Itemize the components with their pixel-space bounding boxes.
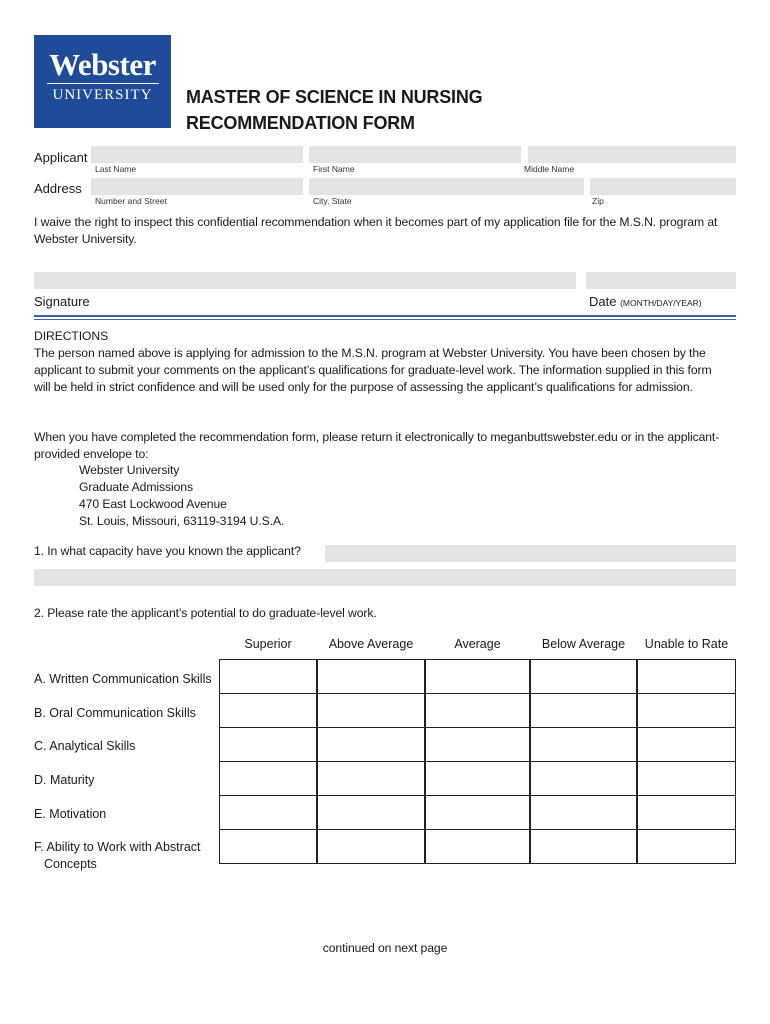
rating-cell-abstract-average[interactable] xyxy=(425,829,530,864)
rating-cell-motivation-below-average[interactable] xyxy=(530,795,637,830)
capacity-field-line-2[interactable] xyxy=(34,569,736,586)
date-label-text: Date xyxy=(589,294,617,309)
first-name-caption: First Name xyxy=(313,164,355,174)
signature-label: Signature xyxy=(34,294,90,309)
city-state-caption: City, State xyxy=(313,196,352,206)
signature-field[interactable] xyxy=(34,272,576,289)
zip-caption: Zip xyxy=(592,196,604,206)
rating-cell-oral-average[interactable] xyxy=(425,693,530,728)
row-label-maturity: D. Maturity xyxy=(34,773,95,787)
row-label-oral: B. Oral Communication Skills xyxy=(34,706,196,720)
address-line-2: Graduate Admissions xyxy=(79,480,193,494)
title-line-1: MASTER OF SCIENCE IN NURSING xyxy=(186,87,483,107)
first-name-field[interactable] xyxy=(309,146,521,163)
rating-cell-motivation-unable-to-rate[interactable] xyxy=(637,795,736,830)
question-1: 1. In what capacity have you known the applicant? xyxy=(34,544,301,558)
rating-cell-motivation-superior[interactable] xyxy=(219,795,317,830)
rating-cell-analytical-unable-to-rate[interactable] xyxy=(637,727,736,762)
webster-logo xyxy=(34,35,171,128)
col-unable-to-rate: Unable to Rate xyxy=(644,637,729,651)
street-caption: Number and Street xyxy=(95,196,167,206)
last-name-caption: Last Name xyxy=(95,164,137,174)
capacity-field[interactable] xyxy=(325,545,736,562)
row-label-written: A. Written Communication Skills xyxy=(34,672,212,686)
rating-cell-oral-superior[interactable] xyxy=(219,693,317,728)
zip-field[interactable] xyxy=(590,178,736,195)
directions-heading: DIRECTIONS xyxy=(34,329,109,343)
return-instructions: When you have completed the recommendation form, please return it electronically to meganbuttswebster.edu or in the applicant-provided envelope to: xyxy=(34,430,720,461)
mailing-address xyxy=(79,462,284,530)
continued-note: continued on next page xyxy=(322,941,448,955)
logo-rule xyxy=(47,83,159,84)
divider-thick xyxy=(34,315,736,317)
address-line-1: Webster University xyxy=(79,463,180,477)
address-line-3: 470 East Lockwood Avenue xyxy=(79,497,227,511)
rating-cell-oral-unable-to-rate[interactable] xyxy=(637,693,736,728)
rating-cell-abstract-superior[interactable] xyxy=(219,829,317,864)
rating-cell-analytical-above-average[interactable] xyxy=(317,727,425,762)
logo-wordmark: Webster xyxy=(49,47,156,82)
rating-cell-motivation-average[interactable] xyxy=(425,795,530,830)
middle-name-caption: Middle Name xyxy=(524,164,575,174)
rating-cell-motivation-above-average[interactable] xyxy=(317,795,425,830)
rating-cell-oral-above-average[interactable] xyxy=(317,693,425,728)
date-field[interactable] xyxy=(586,272,736,289)
row-label-analytical: C. Analytical Skills xyxy=(34,739,136,753)
date-hint: (MONTH/DAY/YEAR) xyxy=(620,298,702,308)
rating-cell-analytical-below-average[interactable] xyxy=(530,727,637,762)
rating-cell-maturity-superior[interactable] xyxy=(219,761,317,796)
street-field[interactable] xyxy=(91,178,303,195)
address-label: Address xyxy=(34,181,82,196)
rating-cell-abstract-below-average[interactable] xyxy=(530,829,637,864)
rating-cell-maturity-above-average[interactable] xyxy=(317,761,425,796)
rating-cell-analytical-superior[interactable] xyxy=(219,727,317,762)
rating-cell-written-below-average[interactable] xyxy=(530,659,637,694)
rating-cell-written-average[interactable] xyxy=(425,659,530,694)
row-label-motivation: E. Motivation xyxy=(34,807,107,821)
address-line-4: St. Louis, Missouri, 63119-3194 U.S.A. xyxy=(79,514,285,528)
rating-cell-written-superior[interactable] xyxy=(219,659,317,694)
page-title xyxy=(186,84,482,136)
applicant-label: Applicant xyxy=(34,150,88,165)
rating-cell-maturity-unable-to-rate[interactable] xyxy=(637,761,736,796)
col-superior: Superior xyxy=(244,637,292,651)
row-label-abstract-cont: Concepts xyxy=(44,857,97,871)
col-below-average: Below Average xyxy=(541,637,626,651)
rating-cell-analytical-average[interactable] xyxy=(425,727,530,762)
question-2: 2. Please rate the applicant’s potential to do graduate-level work. xyxy=(34,606,377,620)
rating-cell-maturity-average[interactable] xyxy=(425,761,530,796)
rating-cell-oral-below-average[interactable] xyxy=(530,693,637,728)
city-state-field[interactable] xyxy=(309,178,584,195)
rating-cell-maturity-below-average[interactable] xyxy=(530,761,637,796)
rating-cell-abstract-above-average[interactable] xyxy=(317,829,425,864)
directions-text: The person named above is applying for admission to the M.S.N. program at Webster University. You have been chosen by the applicant to submit your comments on the applicant’s qualifications for graduate-level work. The information supplied in this form will be held in strict confidence and will be used only for the purpose of assessing the applicant’s qualifications for admission. xyxy=(34,346,712,394)
middle-name-field[interactable] xyxy=(528,146,736,163)
date-label xyxy=(589,294,702,309)
logo-university: UNIVERSITY xyxy=(52,87,153,103)
divider-thin xyxy=(34,319,736,320)
col-average: Average xyxy=(454,637,501,651)
last-name-field[interactable] xyxy=(91,146,303,163)
title-line-2: RECOMMENDATION FORM xyxy=(186,113,415,133)
waiver-text: I waive the right to inspect this confidential recommendation when it becomes part of my application file for the M.S.N. program at Webster University. xyxy=(34,215,718,246)
rating-cell-written-unable-to-rate[interactable] xyxy=(637,659,736,694)
rating-cell-abstract-unable-to-rate[interactable] xyxy=(637,829,736,864)
rating-cell-written-above-average[interactable] xyxy=(317,659,425,694)
col-above-average: Above Average xyxy=(328,637,414,651)
row-label-abstract: F. Ability to Work with Abstract xyxy=(34,840,201,854)
